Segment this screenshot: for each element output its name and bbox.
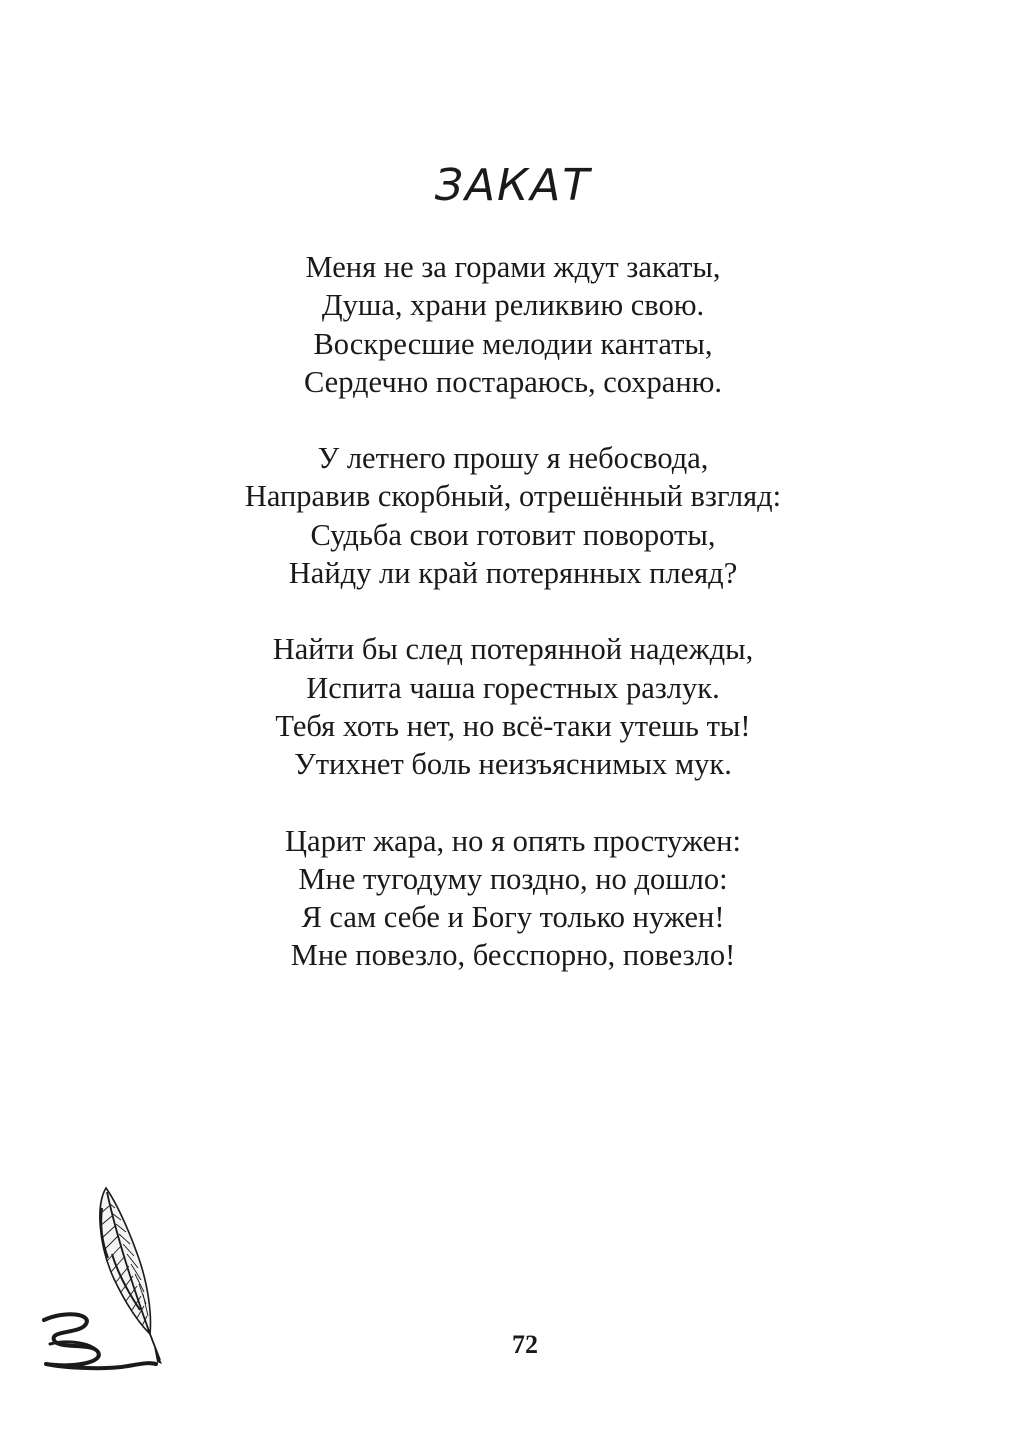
verse-line: Найти бы след потерянной надежды, (272, 632, 754, 667)
verse-line: Мне тугодуму поздно, но дошло: (298, 861, 728, 896)
stanza-1 (0, 248, 1026, 401)
verse-line: Направив скорбный, отрешённый взгляд: (244, 479, 782, 514)
verse-line: Я сам себе и Богу только нужен! (301, 900, 725, 935)
poem-body (0, 248, 1026, 1013)
verse-line: У летнего прошу я небосвода, (317, 441, 709, 476)
poem-title: ЗАКАТ (434, 160, 592, 211)
verse-line: Найду ли край потерянных плеяд? (288, 556, 738, 591)
stanza-2 (0, 439, 1026, 592)
verse-line: Тебя хоть нет, но всё-таки утешь ты! (275, 708, 751, 743)
stanza-4 (0, 822, 1026, 975)
verse-line: Испита чаша горестных разлук. (306, 670, 720, 705)
page-number: 72 (512, 1330, 538, 1359)
verse-line: Сердечно постараюсь, сохраню. (303, 364, 723, 399)
verse-line: Утихнет боль неизъяснимых мук. (294, 747, 732, 782)
verse-line: Судьба свои готовит повороты, (310, 517, 716, 552)
verse-line: Царит жара, но я опять простужен: (285, 823, 741, 858)
verse-line: Душа, храни реликвию свою. (321, 288, 705, 323)
stanza-3 (0, 630, 1026, 783)
verse-line: Меня не за горами ждут закаты, (305, 250, 721, 284)
verse-line: Воскресшие мелодии кантаты, (313, 326, 713, 361)
verse-line: Мне повезло, бесспорно, повезло! (290, 938, 736, 973)
